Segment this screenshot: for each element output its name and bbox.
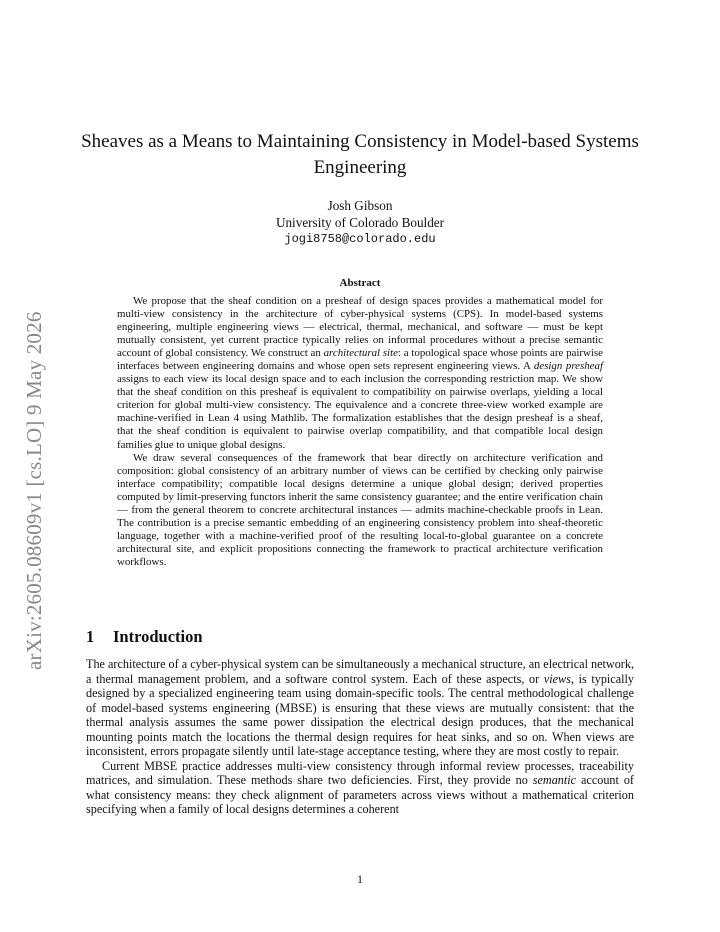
section-number: 1 (86, 627, 95, 646)
body-paragraph-1 (86, 657, 634, 759)
author-email[interactable]: jogi8758@colorado.edu (284, 232, 436, 246)
abstract-p1-text-a: We propose that the sheaf condition on a presheaf of design spaces provides a mathematical model for multi-view consistency in the architecture of cyber-physical systems (CPS). In model-based systems engineering, multiple engineering views — electrical, thermal, mechanical, and software — must be kept mutually consistent, yet current practice typically relies on informal procedures without a precise semantic account of global consistency. We construct an (117, 295, 603, 360)
section-heading (86, 627, 203, 647)
abstract-p1-emphasis-2: design presheaf (533, 360, 603, 373)
page-number: 1 (357, 872, 363, 886)
author-block (110, 198, 610, 248)
body-p1-text-b: , is typically designed by a specialized engineering team using domain-specific tools. The central methodological challenge of model-based systems engineering (MBSE) is ensuring that these views are mutually consistent: that the thermal analysis assumes the same power dissipation the electrical design produces, that the mechanical mounting points match the locations the thermal design requires for heat sinks, and so on. When views are inconsistent, errors propagate silently until late-stage acceptance testing, where they are most costly to repair. (86, 671, 634, 759)
abstract-heading: Abstract (339, 277, 381, 289)
author-name: Josh Gibson (327, 198, 393, 213)
author-affiliation: University of Colorado Boulder (275, 214, 445, 230)
abstract-paragraph-2: We draw several consequences of the framework that bear directly on architecture verification and composition: global consistency of an arbitrary number of views can be certified by checking only pairwise interface compatibility; compatible local designs determine a unique global design; derived properties computed by limit-preserving functors inherit the same consistency guarantee; and the entire verification chain — from the general theorem to concrete architectural instances — admits machine-checkable proofs in Lean. The contribution is a precise semantic embedding of an engineering consistency problem into sheaf-theoretic language, together with a machine-verified proof of the resulting local-to-global guarantee on a concrete architectural site, and explicit propositions connecting the framework to practical architecture verification workflows. (117, 451, 603, 568)
abstract-p1-emphasis-1: architectural site (323, 347, 398, 360)
abstract-body (117, 295, 603, 569)
body-p2-text-b: account of what consistency means: they check alignment of parameters across views without a mathematical criterion specifying when a family of local designs determines a coherent (86, 773, 634, 817)
abstract-paragraph-1 (117, 295, 603, 452)
body-p1-emphasis: views (543, 671, 571, 686)
arxiv-identifier: arXiv:2605.08609v1 [cs.LO] 9 May 2026 (22, 311, 46, 670)
body-paragraph-2 (86, 759, 634, 817)
body-p2-text-a: Current MBSE practice addresses multi-view consistency through informal review processes, traceability matrices, and simulation. These methods share two deficiencies. First, they provide no (86, 758, 634, 788)
body-p1-text-a: The architecture of a cyber-physical system can be simultaneously a mechanical structure, an electrical network, a thermal management problem, and a software control system. Each of these aspects, or (86, 657, 634, 686)
section-body (86, 657, 634, 817)
abstract-p1-text-c: assigns to each view its local design space and to each inclusion the corresponding restriction map. We show that the sheaf condition on this presheaf is equivalent to compatibility on pairwise overlaps, yielding a local criterion for global multi-view consistency. The equivalence and a concrete three-view worked example are machine-verified in Lean 4 using Mathlib. The formalization establishes that the design presheaf is a sheaf, that the sheaf condition is equivalent to pairwise overlap compatibility, and that compatible local design families glue to unique global designs. (117, 373, 603, 451)
abstract-p1-text-b: : a topological space whose points are pairwise interfaces between engineering domains and whose open sets represent engineering views. A (117, 347, 603, 373)
paper-title: Sheaves as a Means to Maintaining Consistency in Model-based Systems Engineering (81, 131, 639, 178)
section-title: Introduction (113, 627, 203, 646)
body-p2-emphasis: semantic (532, 773, 577, 788)
